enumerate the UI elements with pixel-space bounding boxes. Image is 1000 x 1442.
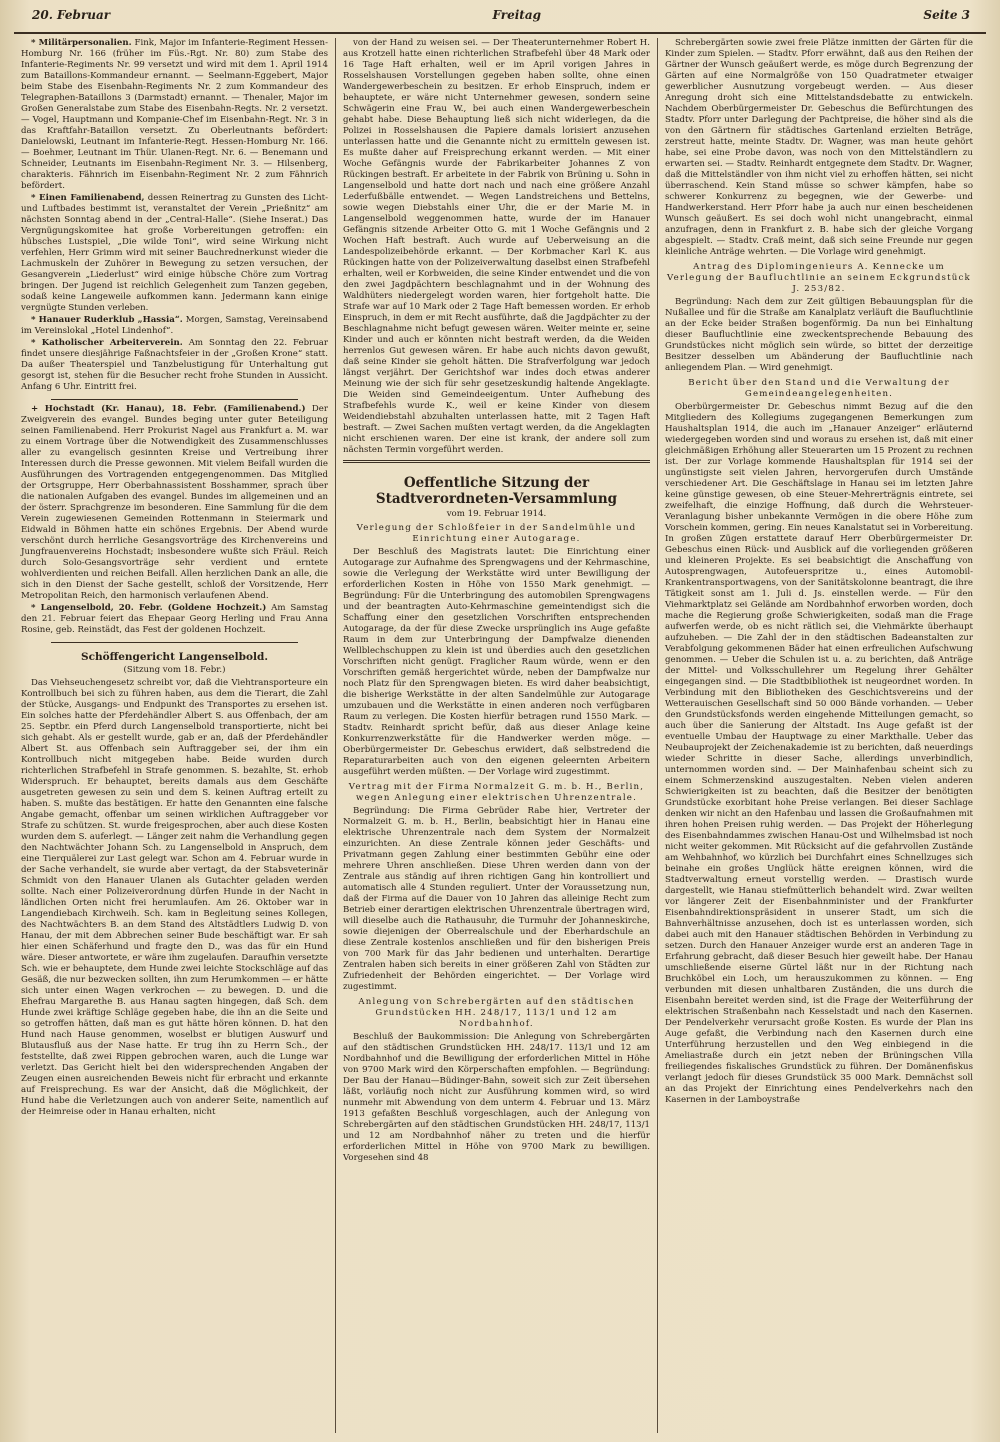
masthead: [14, 6, 986, 34]
divider: [51, 399, 298, 400]
court-heading: Schöffengericht Langenselbold.: [80, 651, 268, 663]
article-langenselbold: * Langenselbold, 20. Febr. (Goldene Hochzeit.) Am Samstag den 21. Februar feiert das Ehepaar Georg Herling und Frau Anna Rosine, geb. Reinstädt, das Fest der goldenen Hochzeit.: [21, 603, 328, 635]
item-text-clock-central: Begründung: Die Firma Gebrüder Rabe hier, Vertreter der Normalzeit G. m. b. H., Berlin, beabsichtigt hier in Hanau eine elektrische Uhrenzentrale nach dem System der Normalzeit einzurichten. An diese Zentrale können jeder Geschäfts- und Privatmann gegen Zahlung einer bestimmten Gebühr eine oder mehrere Uhren anschließen. Diese Uhren werden dann von der Zentrale aus ständig auf ihren richtigen Gang hin kontrolliert und automatisch alle 4 Stunden reguliert. Unter der Voraussetzung nun, daß der Firma auf die Dauer von 10 Jahren das alleinige Recht zum Betrieb einer derartigen elektrischen Uhrenzentrale übertragen wird, will dieselbe auch die Rathausuhr, die Turmuhr der Johanneskirche, sowie diejenigen der Oberrealschule und der Eberhardschule an diese Zentrale kostenlos anschließen und für den bisherigen Preis von 700 Mark für das Jahr bedienen und unterhalten. Derartige Zentralen haben sich bereits in einer größeren Zahl von Städten zur Zufriedenheit der Behörden eingerichtet. — Der Vorlage wird zugestimmt.: [343, 806, 650, 992]
item-title-allotments: Anlegung von Schrebergärten auf den städtischen Grundstücken HH. 248/17, 113/1 und 12 am Nordbahnhof.: [358, 997, 635, 1029]
item-text-autogarage: Der Beschluß des Magistrats lautet: Die Einrichtung einer Autogarage zur Aufnahme des Sprengwagens und der Kehrmaschine, sowie die Verlegung der Werkstätte wird unter Bewilligung der erforderlichen Kosten in Höhe von 1550 Mark genehmigt. — Begründung: Für die Unterbringung des automobilen Sprengwagens und der beantragten Auto-Kehrmaschine gemeintendigst sich die Schaffung einer den gesetzlichen Vorschriften entsprechenden Autogarage, da der für diese Zwecke ursprünglich ins Auge gefaßte Raum in dem zur Unterbringung der Dampfwalze dienenden Wellblechschuppen zu klein ist und überdies auch den gesetzlichen Vorschriften nicht genügt. Fraglicher Raum würde, wenn er den Vorschriften gemäß hergerichtet würde, neben der Dampfwalze nur noch Platz für den Sprengwagen bieten. Es wird daher beabsichtigt, die bisherige Werkstätte in der alten Sandelmühle zur Autogarage umzubauen und die Werkstätte in einen anderen noch verfügbaren Raum zu verlegen. Die Kosten hierfür betragen rund 1550 Mark. — Stadtv. Reinhardt spricht befür, daß aus dieser Anlage keine Konkurrenzwerkstätte für die Handwerker werden möge. — Oberbürgermeister Dr. Gebeschus erwidert, daß selbstredend die Reparaturarbeiten auch von den eigenen geleernten Arbeitern ausgeführt werden müßten. — Der Vorlage wird zugestimmt.: [343, 547, 650, 777]
court-report-continued: von der Hand zu weisen sei. — Der Theaterunternehmer Robert H. aus Krotzell hatte einen richterlichen Strafbefehl über 48 Mark oder 16 Tage Haft erhalten, weil er im April vorigen Jahres in Rosselshausen Vorstellungen gegeben haben sollte, ohne einen Wandergewerbeschein zu besitzen. Er erhob Einspruch, indem er behauptete, er wäre nicht Unternehmer gewesen, sondern seine Schwägerin eine Frau W., bei auch einen Wandergewerbeschein gehabt habe. Diese Behauptung ließ sich nicht widerlegen, da die Polizei in Rosselshausen die Papiere damals lorisiert anzusehen unterlassen hatte und die Genannte nicht zu ermitteln gewesen ist. Es mußte daher auf Freisprechung erkannt werden. — Mit einer Woche Gefängnis wurde der Fabrikarbeiter Johannes Z von Rückingen bestraft. Er arbeitete in der Fabrik von Brüning u. Sohn in Langenselbold und hatte dort nach und nach eine größere Anzahl Lederfußbälle entwendet. — Wegen Landstreichens und Bettelns, sowie wegen Diebstahls einer Uhr, die er der Marie M. in Langenselbold weggenommen hatte, wurde der im Hanauer Gefängnis sitzende Arbeiter Otto G. mit 1 Woche Gefängnis und 2 Wochen Haft bestraft. Auch wurde auf Ueberweisung an die Landespolizeibehörde erkannt. — Der Korbmacher Karl K. aus Rückingen hatte von der Polizeiverwaltung daselbst einen Strafbefehl erhalten, weil er Korbweiden, die seine Kinder entwendet und die von den zwei Jagdpächtern beschlagnahmt und in der Wohnung des Waldhüters niedergelegt worden waren, hier fortgeholt hatte. Die Strafe war auf 10 Mark oder 2 Tage Haft bemessen worden. Er erhob Einspruch, in dem er mit Recht ausführte, daß die Jagdpächter zu der Beschlagnahme nicht befugt gewesen wären. Weiter meinte er, seine Kinder und auch er könnten nicht bestraft werden, da die Weiden herrenlos Gut gewesen wären. Er habe auch nichts davon gewußt, daß seine Kinder sie geholt hätten. Die Strafverfolgung war jedoch längst verjährt. Der Gerichtshof war indes doch etwas anderer Meinung wie der sich für sehr gesetzeskundig haltende Angeklagte. Die Weiden sind Gemeindeeigentum. Unter Aufhebung des Strafbefehls wurde K., weil er keine Kinder von diesem Weidendiebstahl abzuhalten unterlassen hatte, mit 2 Tagen Haft bestraft. — Zwei Sachen mußten vertagt werden, da die Angeklagten nicht erschienen waren. Der eine ist krank, der andere soll zum nächsten Termin vorgeführt werden.: [343, 38, 650, 455]
masthead-page: Seite 3: [923, 8, 970, 22]
column-3: [658, 38, 980, 1433]
item-title-building-line: Antrag des Diplomingenieurs A. Kennecke um Verlegung der Baufluchtlinie an seinem Eckgrundstück J. 253/82.: [667, 262, 971, 294]
article-catholic-workers: * Katholischer Arbeiterverein. Am Sonntag den 22. Februar findet unsere diesjährige Faßnachtsfeier in der „Großen Krone“ statt. Da außer Theaterspiel und Tanzbelustigung für Unterhaltung gut gesorgt ist, stehen für die Besucher recht frohe Stunden in Aussicht. Anfang 6 Uhr. Eintritt frei.: [21, 338, 328, 392]
column-2: [336, 38, 658, 1433]
column-1: [14, 38, 336, 1433]
council-session-heading: Oeffentliche Sitzung der Stadtverordneten-Versammlung: [375, 475, 618, 507]
item-text-allotments: Beschluß der Baukommission: Die Anlegung von Schrebergärten auf den städtischen Grundstücken HH. 248/17. 113/1 und 12 am Nordbahnhof und die Bewilligung der erforderlichen Mittel in Höhe von 9700 Mark wird den Körperschaften empfohlen. — Begründung: Der Bau der Hanau—Büdinger-Bahn, soweit sich zur Zeit übersehen läßt, vorläufig noch nicht zur Ausführung kommen wird, so wird nunmehr mit Abwendung von dem unterm 4. Februar und 13. März 1913 gefaßten Beschluß vorgeschlagen, auch der Anlegung von Schrebergärten auf den städtischen Grundstücken HH. 248/17, 113/1 und 12 am Nordbahnhof näher zu treten und die hierfür erforderlichen Mittel in Höhe von 9700 Mark zu bewilligen. Vorgesehen sind 48: [343, 1032, 650, 1163]
court-report: Das Viehseuchengesetz schreibt vor, daß die Viehtransporteure ein Kontrollbuch bei sich zu führen haben, aus dem die Tierart, die Zahl der Stücke, Ausgangs- und Endpunkt des Transportes zu ersehen ist. Ein solches hatte der Pferdehändler Albert S. aus Offenbach, der am 25. Septbr. ein Pferd durch Langenselbold transportierte, nicht bei sich gehabt. Als er gestellt wurde, gab er an, daß der Pferdehändler Albert St. aus Offenbach sein Auftraggeber sei, der ihm ein Kontrollbuch nicht mitgegeben habe. Beide wurden durch richterlichen Strafbefehl in Strafe genommen. S. bezahlte, St. erhob Widerspruch. Er behauptet, bereits damals aus dem Geschäfte ausgetreten gewesen zu sein und dem S. keinen Auftrag erteilt zu haben. S. mußte das bestätigen. Er hatte den Genannten eine falsche Angabe gemacht, offenbar um seinen wirklichen Auftraggeber vor Strafe zu schützen. St. wurde freigesprochen, aber auch diese Kosten wurden dem S. auferlegt. — Länger zeit nahm die Verhandlung gegen den Nachtwächter Johann Sch. zu Langenselbold in Anspruch, dem eine Tierquälerei zur Last gelegt war. Schon am 4. Februar wurde in der Sache verhandelt, sie wurde aber vertagt, da der Stabsveterinär Schmidt von den Hanauer Ulanen als Gutachter geladen werden sollte. Nach einer Polizeiverordnung dürfen Hunde in der Nacht in ländlichen Orten nicht frei herumlaufen. Am 26. Oktober war in Langendiebach Kirchweih. Sch. kam in Begleitung seines Kollegen, des Nachtwächters B. an dem Stand des Altstädtlers Ludwig D. von Hanau, der mit dem Abbrechen seiner Bude beschäftigt war. Er sah hier einen Schäferhund und fragte den D., was das für ein Hund wäre. Dieser antwortete, er wäre ihm zugelaufen. Daraufhin versetzte Sch. wie er behauptete, dem Hunde zwei leichte Stockschläge auf das Gesäß, die nur bezwecken sollten, ihn zum Herumkommen — er hätte sich unter einen Wagen verkrochen — zu bewegen. D. und die Ehefrau Margarethe B. aus Hanau sagten hingegen, daß Sch. dem Hunde zwei kräftige Schläge gegeben habe, die ihn an die Seite und so getroffen hätten, daß man es gut hätte hören können. D. hat den Hund nach Hause genommen, woselbst er blutigen Auswurf und Blutausfluß aus der Nase hatte. Er trug ihn zu Herrn Sch., der feststellte, daß zwei Rippen gebrochen waren, auch die Lunge war verletzt. Das Gericht hielt bei den widersprechenden Angaben der Zeugen einen ausreichenden Beweis nicht für erbracht und erkannte auf Freisprechung. Es war der Ansicht, daß die Möglichkeit, der Hund habe die Verletzungen auch von anderer Seite, namentlich auf der Heimreise oder in Hanau erhalten, nicht: [21, 678, 328, 1117]
item-title-autogarage: Verlegung der Schloßfeier in der Sandelmühle und Einrichtung einer Autogarage.: [356, 523, 637, 544]
court-session-date: (Sitzung vom 18. Febr.): [123, 665, 226, 675]
columns: [14, 38, 986, 1433]
council-session-date: vom 19. Februar 1914.: [446, 509, 547, 519]
article-hochstadt: + Hochstadt (Kr. Hanau), 18. Febr. (Familienabend.) Der Zweigverein des evangel. Bundes beging unter guter Beteiligung seinen Familienabend. Herr Prokurist Nagel aus Frankfurt a. M. war zu einem Vortrage über die Notwendigkeit des Zusammenschlusses aller zu evangelisch gesinnten Kreise und Vertreibung ihrer Interessen durch die Presse gewonnen. Mit vielem Beifall wurden die Ausführungen des Vortragenden entgegengenommen. Das Mitglied der Ortsgruppe, Herr Oberbahnassistent Bosshammer, sprach über die nationalen Aufgaben des evangel. Bundes im allgemeinen und an der österr. Sprachgrenze im besonderen. Eine Sammlung für die dem Verein zugewiesenen Gemeinden Rottenmann in Steiermark und Eidwald in Böhmen hatte ein schönes Ergebnis. Der Abend wurde verschönt durch herrliche Gesangsvorträge des Kirchenvereins und Jungfrauenvereins Hochstadt; insbesondere wußte sich Fräul. Reich durch Solo-Gesangsvorträge sehr verdient und erntete wohlverdienten und reichen Beifall. Allen herzlichen Dank an alle, die sich in den Dienst der Sache gestellt, schloß der Vorsitzende, Herr Metropolitan Reich, den harmonisch verlaufenen Abend.: [21, 404, 328, 601]
article-military: * Militärpersonalien. Fink, Major im Infanterie-Regiment Hessen-Homburg Nr. 166 (früher im Füs.-Rgt. Nr. 80) zum Stabe des Infanterie-Regiments Nr. 99 versetzt und wird mit dem 1. April 1914 zum Bataillons-Kommandeur ernannt. — Seelmann-Eggebert, Major beim Stabe des Eisenbahn-Regiments Nr. 2 zum Kommandeur des Telegraphen-Bataillons 3 (Darmstadt) ernannt. — Thenaler, Major im Großen Generalstabe zum Stabe des Eisenbahn-Regts. Nr. 2 versetzt. — Vogel, Hauptmann und Kompanie-Chef im Eisenbahn-Regt. Nr. 3 in das Kraftfahr-Bataillon versetzt. Zu Oberleutnants befördert: Danielowski, Leutnant im Infanterie-Regt. Hessen-Homburg Nr. 166. — Boehmer, Leutnant im Thür. Ulanen-Regt. Nr. 6. — Benemann und Schneider, Leutnants im Eisenbahn-Regiment Nr. 3. — Hilsenberg, charakteris. Fähnrich im Eisenbahn-Regiment Nr. 2 zum Fähnrich befördert.: [21, 38, 328, 191]
item-title-clock-central: Vertrag mit der Firma Normalzeit G. m. b. H., Berlin, wegen Anlegung einer elektrischen Uhrenzentrale.: [348, 782, 645, 803]
divider: [343, 460, 650, 463]
item-text-building-line: Begründung: Nach dem zur Zeit gültigen Bebauungsplan für die Nußallee und für die Straße am Kanalplatz verläuft die Baufluchtlinie an der Ecke beider Straßen bogenförmig. Da nun bei Einhaltung dieser Baufluchtlinie eine zweckentsprechende Bebauung des Grundstückes nicht möglich sein würde, so bittet der derzeitige Besitzer desselben um Abänderung der Baufluchtlinie nach anliegendem Plan. — Wird genehmigt.: [665, 297, 973, 373]
item-title-report: Bericht über den Stand und die Verwaltung der Gemeindeangelegenheiten.: [688, 378, 950, 399]
item-text-allotments-continued: Schrebergärten sowie zwei freie Plätze inmitten der Gärten für die Kinder zum Spielen. — Stadtv. Pforr erwähnt, daß aus den Reihen der Gärtner der Wunsch geäußert werde, es möge durch Begrenzung der Gärten auf eine Normalgröße von 150 Quadratmeter etwaiger gewerblicher Ausnutzung vorgebeugt werden. — Aus dieser Anregung droht sich eine Mittelstandsdebatte zu entwickeln. Nachdem Oberbürgermeister Dr. Gebeschus die Befürchtungen des Stadtv. Pforr unter Darlegung der Pachtpreise, die höher sind als die von den Gärtnern für städtisches Gartenland erzielten Beträge, zerstreut hatte, meinte Stadtv. Dr. Wagner, was man heute gehört habe, sei eine Probe davon, was noch von den Mittelständlern zu erwarten sei. — Stadtv. Reinhardt entgegnete dem Stadtv. Dr. Wagner, daß die Mittelständler von ihm nicht viel zu erhoffen hätten, sei nicht überraschend. Kein Stand müsse so schwer kämpfen, habe so schwerer Konkurrenz zu begegnen, wie der Gewerbe- und Handwerkerstand. Herr Pforr habe ja auch nur einen bescheidenen Wunsch geäußert. Es sei doch wohl nicht unangebracht, einmal anzufragen, denn in Frankfurt z. B. habe sich der gleiche Vorgang abgespielt. — Stadtv. Craß meint, daß sich seine Freunde nur gegen kleinliche Anträge wehrten. — Die Vorlage wird genehmigt.: [665, 38, 973, 257]
masthead-date: 20. Februar: [32, 8, 111, 22]
masthead-day: Freitag: [492, 8, 542, 22]
article-rowing-club: * Hanauer Ruderklub „Hassia“. Morgen, Samstag, Vereinsabend im Vereinslokal „Hotel Lindenhof“.: [21, 315, 328, 336]
divider: [51, 642, 298, 643]
item-text-report: Oberbürgermeister Dr. Gebeschus nimmt Bezug auf die den Mitgliedern des Kollegiums zugegangenen Bemerkungen zum Haushaltsplan 1914, die auch im „Hanauer Anzeiger“ erläuternd wiedergegeben worden sind und woraus zu ersehen ist, daß mit einer gleichmäßigen Erhöhung aller Steuerarten um 15 Prozent zu rechnen ist. Der zur Vorlage kommende Haushaltsplan für 1914 sei der ungünstigste seit vielen Jahren, hervorgerufen durch Umstände verschiedener Art. Die Geschäftslage in Hanau sei im letzten Jahre keine günstige gewesen, ob eine Steuer-Mehrerträgnis eintrete, sei zweifelhaft, die einzige Hoffnung, daß durch die Wehrsteuer-Veranlagung bisher unbekannte Vermögen in die obere Höhe zum Vorschein kommen, gering. Ein neues Kanalstatut sei in Vorbereitung. In großen Zügen erstattete darauf Herr Oberbürgermeister Dr. Gebeschus einen Rück- und Ausblick auf die vorliegenden größeren und kleineren Projekte. Es sei beabsichtigt die Anschaffung von Autosprengwagen, Autofeuerspritze u., eines Automobil-Krankentransportwagens, von der Sanitätskolonne beantragt, die ihre Tätigkeit sonst am 1. Juli d. Js. einstellen werde. — Für den Viehmarktplatz sei Gelände am Nordbahnhof erworben worden, doch mache die Regierung große Schwierigkeiten, sodaß man die Frage aufwerfen werde, ob es nicht rätlich sei, die Viehmärkte überhaupt aufzuheben. — Die Zahl der in den städtischen Badeanstalten zur Verabfolgung gekommenen Bäder hat einen erfreulichen Aufschwung genommen. — Ueber die Schulen ist u. a. zu berichten, daß Anträge der Mittel- und Volksschullehrer um Regelung ihrer Gehälter eingegangen sind. — Die Stadtbibliothek ist neugeordnet worden. In Verbindung mit den Bibliotheken des Geschichtsvereins und der Wetterauischen Gesellschaft sind 50 000 Bände vorhanden. — Ueber den Grundstücksfonds werden eingehende Mitteilungen gemacht, so auch über die Sanierung der Altstadt. Ins Auge gefaßt ist der eventuelle Umbau der Hauptwage zu einer Markthalle. Ueber das Neubauprojekt der Zeichenakademie ist zu berichten, daß neuerdings wieder Schritte in dieser Sache, allerdings unverbindlich, unternommen worden sind. — Der Mainhafenbau scheint sich zu einem Schmerzenskind auszugestalten. Neben vielen anderen Schwierigkeiten ist zu beachten, daß die Besitzer der benötigten Grundstücke exorbitant hohe Preise verlangen. Bei dieser Sachlage denken wir nicht an den Hafenbau und lassen die Großaufnahmen mit ihren hohen Preisen ruhig werden. — Das Projekt der Höherlegung des Eisenbahndammes zwischen Hanau-Ost und Wilhelmsbad ist noch nicht weiter gekommen. Mit Rücksicht auf die gefahrvollen Zustände am Wehbahnhof, wo kürzlich bei Durchfahrt eines Schnellzuges sich beinahe ein großes Unglück hätte ereignen können, wird die Stadtverwaltung erneut vorstellig werden. — Drastisch wurde dargestellt, wie Hanau stiefmütterlich behandelt wird. Zwar weilten vor längerer Zeit der Eisenbahnminister und der Frankfurter Eisenbahndirektionspräsident in unserer Stadt, um sich die Bahnverhältnisse anzusehen, doch ist es unterlassen worden, sich dabei auch mit den Hanauer städtischen Behörden in Verbindung zu setzen. Durch den Hanauer Anzeiger wurde erst an anderen Tage in Erfahrung gebracht, daß dieser Besuch hier geweilt habe. Der Hanau umschließende eiserne Gürtel läßt nur in der Richtung nach Bruchköbel ein Loch, um herauszukommen zu können. — Eng verbunden mit diesen unhaltbaren Zuständen, die uns durch die Eisenbahn bereitet werden sind, ist die Frage der Weiterführung der elektrischen Straßenbahn nach Kesselstadt und nach den Kasernen. Der Pendelverkehr verursacht große Kosten. Es wurde der Plan ins Auge gefaßt, die Verbindung nach den Kasernen durch eine Unterführung herzustellen und den Weg einbiegend in die Ameliastraße durch ein jetzt neben der Brüningschen Villa freiliegendes fiskalisches Grundstück zu führen. Der Domänenfiskus verlangt jedoch für dieses Grundstück 35 000 Mark. Demnächst soll an das Projekt der Einrichtung eines Pendelverkehrs nach den Kasernen in der Lamboystraße: [665, 402, 973, 1105]
article-family-evening: * Einen Familienabend, dessen Reinertrag zu Gunsten des Licht- und Luftbades bestimmt ist, veranstaltet der Verein „Prießnitz“ am nächsten Sonntag abend in der „Central-Halle“. (Siehe Inserat.) Das Vergnügungskomitee hat große Vorbereitungen getroffen: ein hübsches Lustspiel, „Die wilde Toni“, wird seine Wirkung nicht verfehlen, Herr Grimm wird mit seiner Bauchrednerkunst wieder die Lachmuskeln der Zuhörer in Bewegung zu setzen versuchen, der Gesangverein „Liederlust“ wird einige hübsche Chöre zum Vortrag bringen. Der Jugend ist reichlich Gelegenheit zum Tanzen gegeben, sodaß keine Langeweile aufkommen kann. Jedermann kann einige vergnügte Stunden verleben.: [21, 193, 329, 313]
